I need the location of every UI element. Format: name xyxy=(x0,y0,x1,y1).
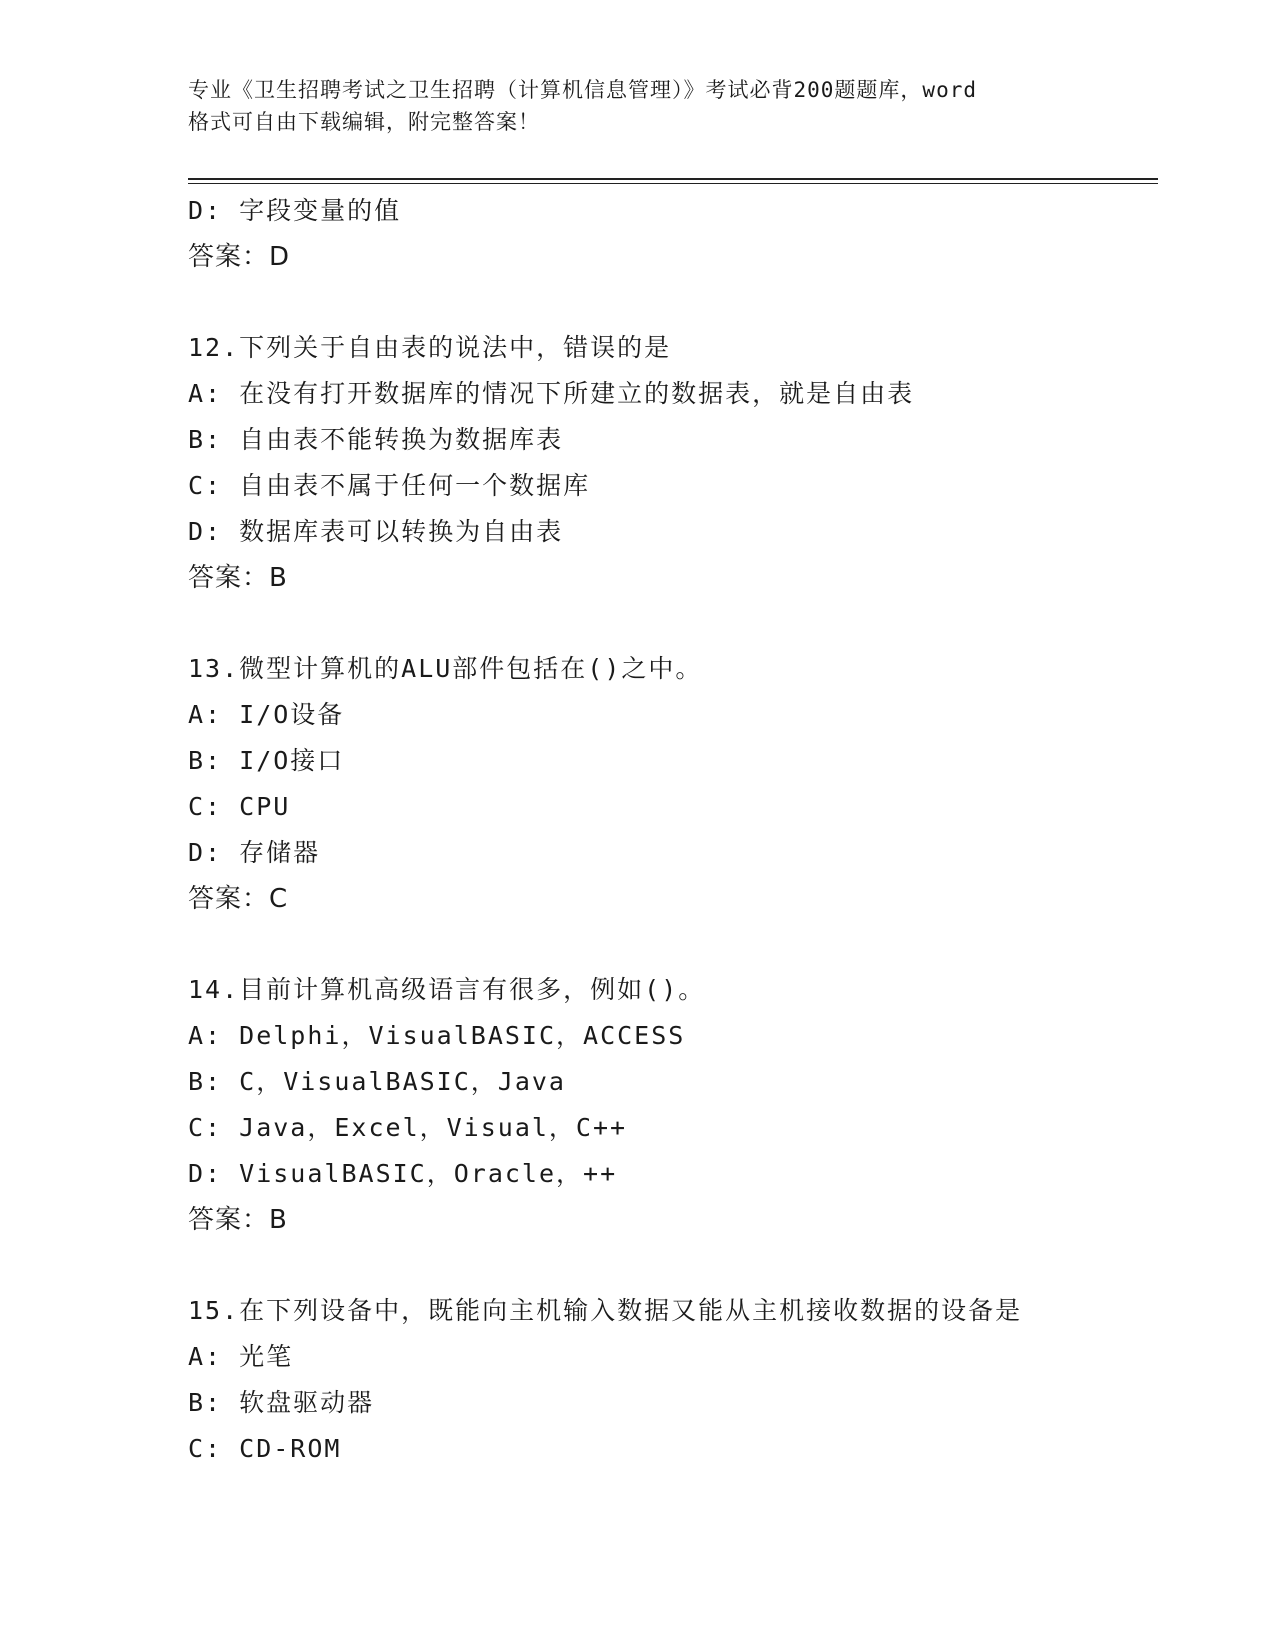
option-c: C: Java，Excel，Visual，C++ xyxy=(188,1113,628,1142)
option-d: D: 存储器 xyxy=(188,838,321,867)
option-a: A: I/O设备 xyxy=(188,700,345,729)
option-b: B: I/O接口 xyxy=(188,746,345,775)
answer: 答案：C xyxy=(188,884,289,914)
document-body xyxy=(188,188,1148,1472)
option-d: D: VisualBASIC，Oracle，++ xyxy=(188,1159,618,1188)
answer: 答案：B xyxy=(188,1205,288,1235)
question-14 xyxy=(188,967,1148,1243)
question-stem: 13.微型计算机的ALU部件包括在()之中。 xyxy=(188,654,703,683)
question-13 xyxy=(188,646,1148,922)
question-stem: 15.在下列设备中，既能向主机输入数据又能从主机接收数据的设备是 xyxy=(188,1296,1023,1325)
question-15 xyxy=(188,1288,1148,1472)
option-c: C: CD-ROM xyxy=(188,1434,342,1463)
header-line-1: 专业《卫生招聘考试之卫生招聘（计算机信息管理）》考试必背200题题库，word xyxy=(188,78,977,102)
header-divider-thick xyxy=(188,178,1158,180)
document-header xyxy=(188,74,1088,138)
option-d: D: 字段变量的值 xyxy=(188,196,402,225)
option-b: B: C，VisualBASIC，Java xyxy=(188,1067,566,1096)
answer: 答案：D xyxy=(188,242,291,272)
option-b: B: 软盘驱动器 xyxy=(188,1388,375,1417)
question-stem: 14.目前计算机高级语言有很多，例如()。 xyxy=(188,975,706,1004)
header-line-2: 格式可自由下载编辑，附完整答案！ xyxy=(188,110,540,134)
header-divider-thin xyxy=(188,183,1158,184)
option-b: B: 自由表不能转换为数据库表 xyxy=(188,425,564,454)
option-c: C: 自由表不属于任何一个数据库 xyxy=(188,471,591,500)
question-stem: 12.下列关于自由表的说法中，错误的是 xyxy=(188,333,672,362)
option-a: A: 在没有打开数据库的情况下所建立的数据表，就是自由表 xyxy=(188,379,915,408)
answer: 答案：B xyxy=(188,563,288,593)
option-a: A: Delphi，VisualBASIC，ACCESS xyxy=(188,1021,686,1050)
option-a: A: 光笔 xyxy=(188,1342,294,1371)
option-d: D: 数据库表可以转换为自由表 xyxy=(188,517,564,546)
question-12 xyxy=(188,325,1148,601)
option-c: C: CPU xyxy=(188,792,291,821)
question-fragment xyxy=(188,188,1148,280)
